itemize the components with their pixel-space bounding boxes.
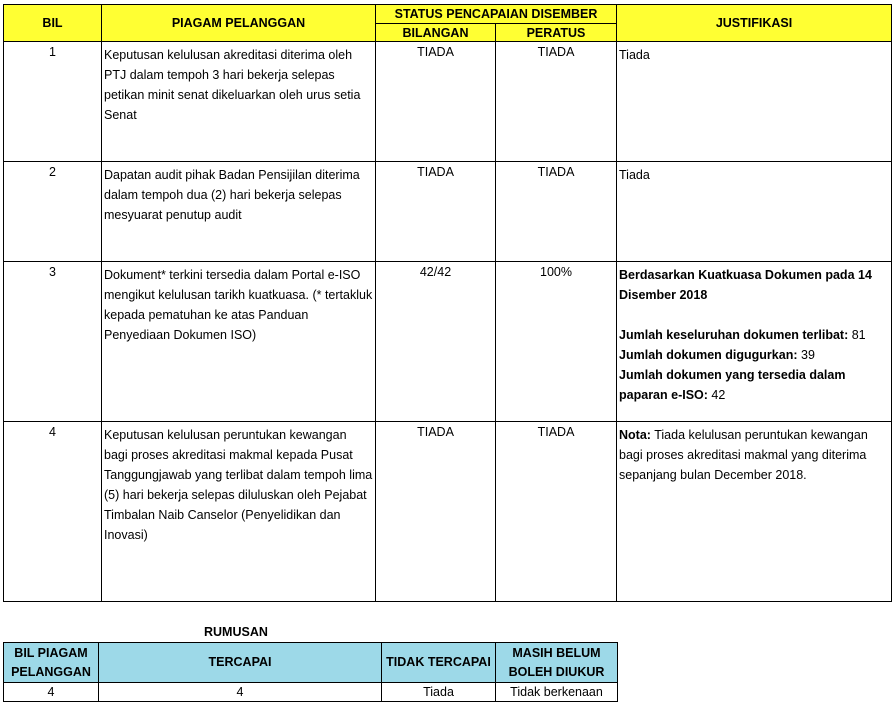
nota-text: Tiada kelulusan peruntukan kewangan bagi proses akreditasi makmal yang diterima sepanjang bulan December 2018. xyxy=(619,428,868,482)
row-peratus: TIADA xyxy=(496,162,617,262)
header-bil: BIL xyxy=(4,5,102,42)
row-peratus: TIADA xyxy=(496,42,617,162)
summary-tidak-tercapai: Tiada xyxy=(382,683,496,702)
header-bilangan: BILANGAN xyxy=(376,24,496,42)
row-bilangan: TIADA xyxy=(376,422,496,602)
header-status: STATUS PENCAPAIAN DISEMBER xyxy=(376,5,617,24)
summary-row xyxy=(4,683,618,702)
justifikasi-dropped-label: Jumlah dokumen digugurkan: xyxy=(619,348,798,362)
summary-masih-belum: Tidak berkenaan xyxy=(496,683,618,702)
justifikasi-total-label: Jumlah keseluruhan dokumen terlibat: xyxy=(619,328,849,342)
justifikasi-dropped-value: 39 xyxy=(797,348,815,362)
summary-title: RUMUSAN xyxy=(204,625,268,639)
summary-header-tidak-tercapai: TIDAK TERCAPAI xyxy=(382,643,496,683)
header-justifikasi: JUSTIFIKASI xyxy=(617,5,892,42)
row-justifikasi xyxy=(617,262,892,422)
row-peratus: TIADA xyxy=(496,422,617,602)
row-piagam: Dapatan audit pihak Badan Pensijilan diterima dalam tempoh dua (2) hari bekerja selepas mesyuarat penutup audit xyxy=(102,162,376,262)
header-piagam: PIAGAM PELANGGAN xyxy=(102,5,376,42)
justifikasi-total-value: 81 xyxy=(848,328,866,342)
header-peratus: PERATUS xyxy=(496,24,617,42)
row-bilangan: 42/42 xyxy=(376,262,496,422)
row-bilangan: TIADA xyxy=(376,162,496,262)
row-bil: 2 xyxy=(4,162,102,262)
row-piagam: Keputusan kelulusan peruntukan kewangan bagi proses akreditasi makmal kepada Pusat Tanggungjawab yang terlibat dalam tempoh lima (5) hari bekerja selepas diluluskan oleh Pejabat Timbalan Naib Canselor (Penyelidikan dan Inovasi) xyxy=(102,422,376,602)
summary-header-masih-belum: MASIH BELUM BOLEH DIUKUR xyxy=(496,643,618,683)
summary-table xyxy=(3,642,618,702)
row-justifikasi: Tiada xyxy=(617,42,892,162)
justifikasi-available-label: Jumlah dokumen yang tersedia dalam paparan e-ISO: xyxy=(619,368,846,402)
summary-header-tercapai: TERCAPAI xyxy=(99,643,382,683)
summary-tercapai: 4 xyxy=(99,683,382,702)
summary-bil-piagam: 4 xyxy=(4,683,99,702)
table-row xyxy=(4,162,892,262)
justifikasi-heading: Berdasarkan Kuatkuasa Dokumen pada 14 Disember 2018 xyxy=(619,268,872,302)
row-justifikasi xyxy=(617,422,892,602)
customer-charter-table xyxy=(3,4,892,602)
nota-label: Nota: xyxy=(619,428,651,442)
row-piagam: Keputusan kelulusan akreditasi diterima oleh PTJ dalam tempoh 3 hari bekerja selepas petikan minit senat dikeluarkan oleh urus setia Senat xyxy=(102,42,376,162)
row-peratus: 100% xyxy=(496,262,617,422)
table-row xyxy=(4,262,892,422)
row-bil: 3 xyxy=(4,262,102,422)
row-bil: 1 xyxy=(4,42,102,162)
row-bilangan: TIADA xyxy=(376,42,496,162)
summary-header-bil-piagam: BIL PIAGAM PELANGGAN xyxy=(4,643,99,683)
row-piagam: Dokument* terkini tersedia dalam Portal e-ISO mengikut kelulusan tarikh kuatkuasa. (* tertakluk kepada pematuhan ke atas Panduan Penyediaan Dokumen ISO) xyxy=(102,262,376,422)
table-row xyxy=(4,422,892,602)
row-justifikasi: Tiada xyxy=(617,162,892,262)
justifikasi-available-value: 42 xyxy=(707,388,726,402)
row-bil: 4 xyxy=(4,422,102,602)
table-row xyxy=(4,42,892,162)
